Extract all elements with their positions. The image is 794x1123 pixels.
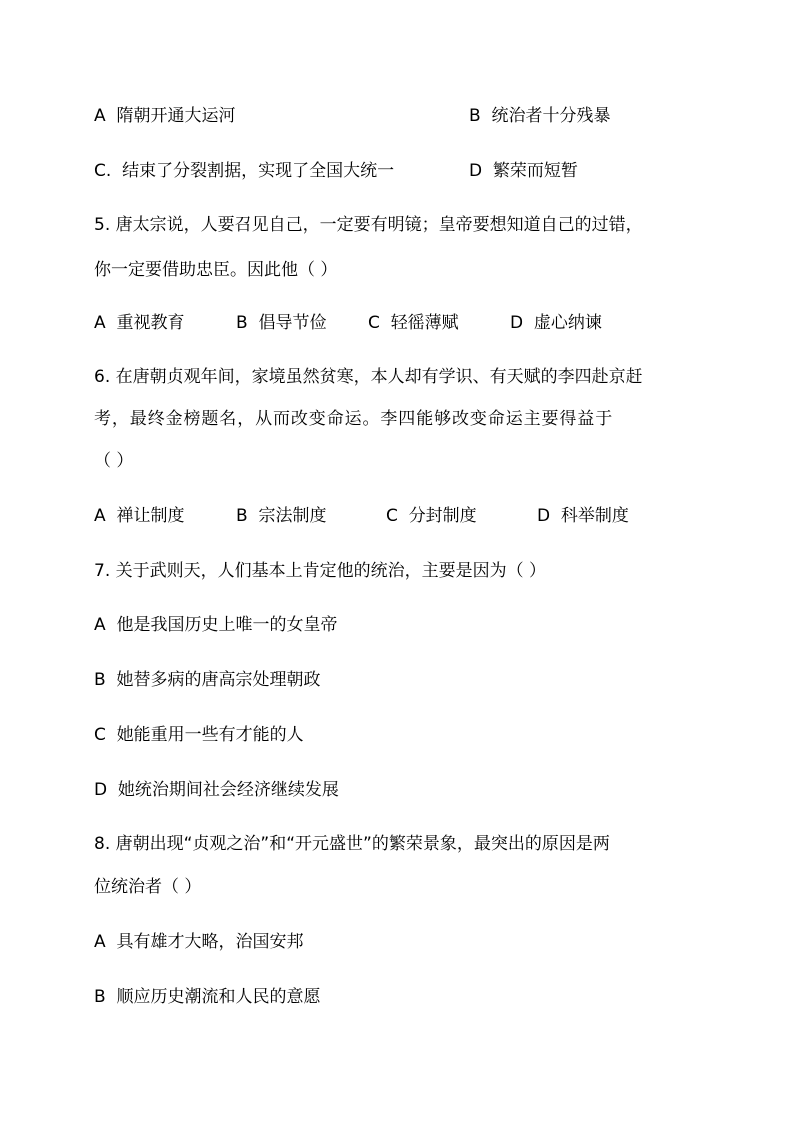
option-text: 顺应历史潮流和人民的意愿 bbox=[116, 987, 321, 1007]
q6-option-a bbox=[94, 504, 184, 528]
option-letter: B bbox=[469, 106, 481, 126]
q7-option-c bbox=[94, 723, 304, 747]
q7-stem-line-1: 7. 关于武则天，人们基本上肯定他的统治，主要是因为（ ） bbox=[94, 561, 547, 581]
option-text: 隋朝开通大运河 bbox=[116, 106, 236, 126]
option-text: 结束了分裂割据，实现了全国大统一 bbox=[122, 161, 395, 181]
option-letter: A bbox=[94, 106, 106, 126]
option-letter: C bbox=[368, 313, 380, 333]
option-text: 宗法制度 bbox=[258, 506, 327, 526]
option-letter: D bbox=[510, 313, 524, 333]
q8-stem-line-2: 位统治者（ ） bbox=[94, 877, 202, 897]
option-letter: A bbox=[94, 615, 106, 635]
option-letter: A bbox=[94, 313, 106, 333]
option-letter: C bbox=[386, 506, 398, 526]
option-text: 虚心纳谏 bbox=[533, 313, 602, 333]
q4-option-c bbox=[94, 159, 394, 183]
option-text: 倡导节俭 bbox=[258, 313, 327, 333]
q6-option-b bbox=[236, 504, 326, 528]
q4-option-b bbox=[469, 104, 610, 128]
option-text: 科举制度 bbox=[560, 506, 629, 526]
option-letter: A bbox=[94, 932, 106, 952]
option-text: 繁荣而短暂 bbox=[492, 161, 578, 181]
option-text: 统治者十分残暴 bbox=[491, 106, 611, 126]
option-text: 轻徭薄赋 bbox=[390, 313, 459, 333]
q4-option-d bbox=[469, 159, 578, 183]
q5-option-b bbox=[236, 311, 326, 335]
option-letter: B bbox=[236, 506, 248, 526]
q6-option-d bbox=[537, 504, 629, 528]
q7-option-b bbox=[94, 668, 320, 692]
option-letter: A bbox=[94, 506, 106, 526]
option-text: 她统治期间社会经济继续发展 bbox=[117, 780, 339, 800]
option-letter: D bbox=[537, 506, 551, 526]
option-letter: B bbox=[94, 670, 106, 690]
option-text: 重视教育 bbox=[116, 313, 185, 333]
q5-stem-line-1: 5. 唐太宗说，人要召见自己，一定要有明镜；皇帝要想知道自己的过错， bbox=[94, 215, 643, 235]
q8-option-a bbox=[94, 930, 303, 954]
q4-option-a bbox=[94, 104, 235, 128]
option-letter: D bbox=[469, 161, 483, 181]
option-letter: B bbox=[94, 987, 106, 1007]
q5-option-a bbox=[94, 311, 184, 335]
option-letter: C bbox=[94, 725, 106, 745]
q8-stem-line-1: 8. 唐朝出现“贞观之治”和“开元盛世”的繁荣景象，最突出的原因是两 bbox=[94, 834, 610, 854]
q5-option-d bbox=[510, 311, 602, 335]
q8-option-b bbox=[94, 985, 320, 1009]
option-text: 她替多病的唐高宗处理朝政 bbox=[116, 670, 321, 690]
option-text: 分封制度 bbox=[408, 506, 477, 526]
option-text: 禅让制度 bbox=[116, 506, 185, 526]
q7-option-a bbox=[94, 613, 337, 637]
option-text: 具有雄才大略，治国安邦 bbox=[116, 932, 304, 952]
option-text: 他是我国历史上唯一的女皇帝 bbox=[116, 615, 338, 635]
option-letter: D bbox=[94, 780, 108, 800]
q6-option-c bbox=[386, 504, 477, 528]
option-letter: C. bbox=[94, 161, 112, 181]
q6-stem-line-3: （ ） bbox=[94, 451, 134, 471]
q6-stem-line-2: 考，最终金榜题名，从而改变命运。李四能够改变命运主要得益于 bbox=[94, 409, 614, 429]
q5-stem-line-2: 你一定要借助忠臣。因此他（ ） bbox=[94, 260, 338, 280]
q6-stem-line-1: 6. 在唐朝贞观年间，家境虽然贫寒，本人却有学识、有天赋的李四赴京赶 bbox=[94, 367, 643, 387]
q5-option-c bbox=[368, 311, 459, 335]
q7-option-d bbox=[94, 778, 339, 802]
option-letter: B bbox=[236, 313, 248, 333]
option-text: 她能重用一些有才能的人 bbox=[116, 725, 304, 745]
